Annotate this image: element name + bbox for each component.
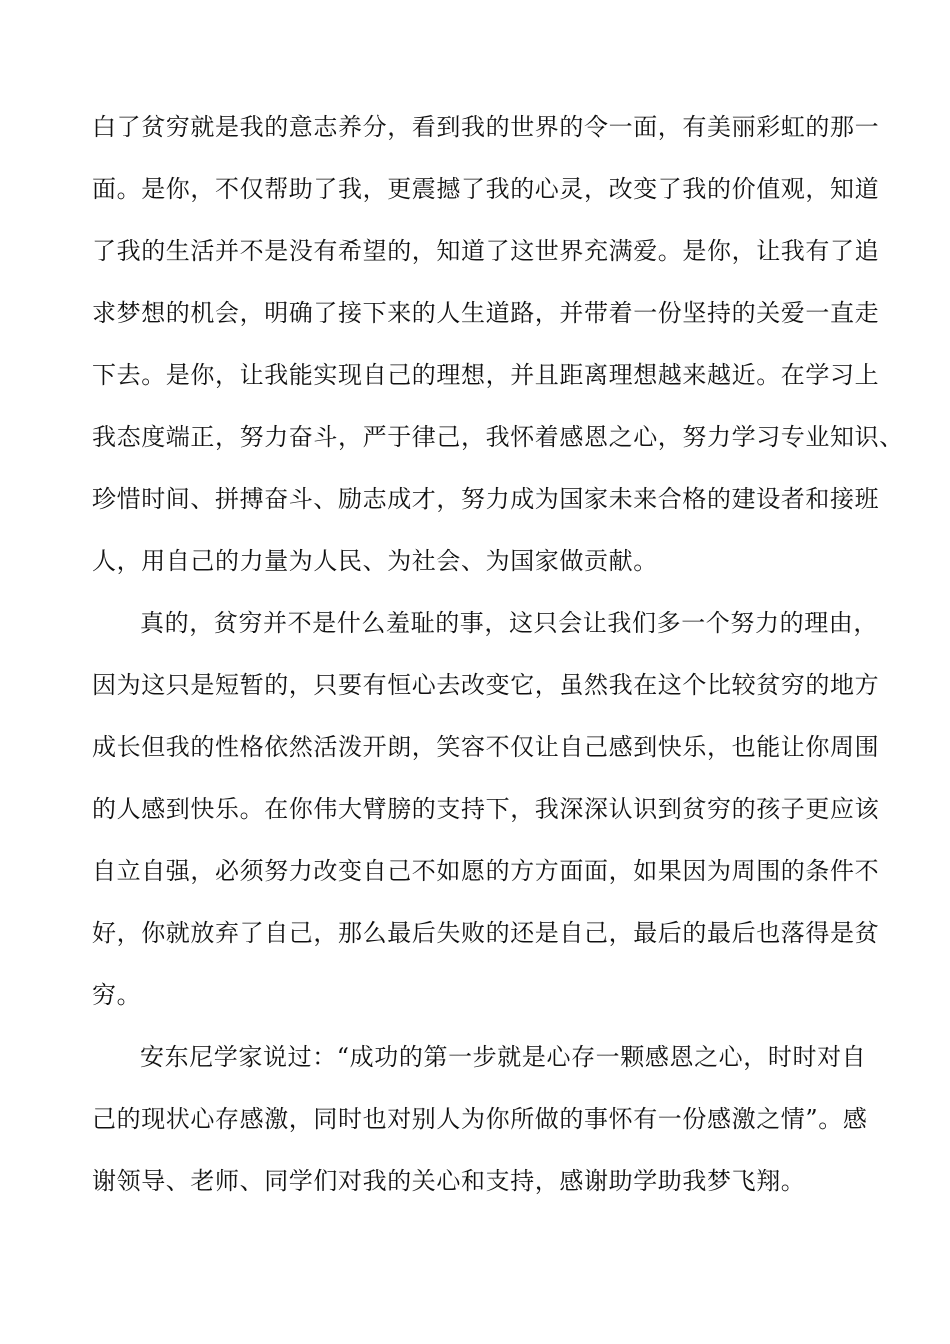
text-line: 谢领导、老师、同学们对我的关心和支持，感谢助学助我梦飞翔。 xyxy=(92,1167,806,1195)
text-line: 了我的生活并不是没有希望的，知道了这世界充满爱。是你，让我有了追 xyxy=(92,237,880,265)
paragraph-first-line: 安东尼学家说过：“成功的第一步就是心存一颗感恩之心，时时对自 xyxy=(140,1043,867,1071)
text-line: 珍惜时间、拼搏奋斗、励志成才，努力成为国家未来合格的建设者和接班 xyxy=(92,485,880,513)
text-line: 面。是你，不仅帮助了我，更震撼了我的心灵，改变了我的价值观，知道 xyxy=(92,175,880,203)
text-line: 白了贫穷就是我的意志养分，看到我的世界的令一面，有美丽彩虹的那一 xyxy=(92,113,880,141)
text-line: 求梦想的机会，明确了接下来的人生道路，并带着一份坚持的关爱一直走 xyxy=(92,299,880,327)
text-line: 好，你就放弃了自己，那么最后失败的还是自己，最后的最后也落得是贫 xyxy=(92,919,880,947)
text-line: 我态度端正，努力奋斗，严于律己，我怀着感恩之心，努力学习专业知识、 xyxy=(92,423,904,451)
text-line: 自立自强，必须努力改变自己不如愿的方方面面，如果因为周围的条件不 xyxy=(92,857,880,885)
text-line: 己的现状心存感激，同时也对别人为你所做的事怀有一份感激之情”。感 xyxy=(92,1105,868,1133)
text-line: 的人感到快乐。在你伟大臂膀的支持下，我深深认识到贫穷的孩子更应该 xyxy=(92,795,880,823)
text-line: 因为这只是短暂的，只要有恒心去改变它，虽然我在这个比较贫穷的地方 xyxy=(92,671,880,699)
text-line: 穷。 xyxy=(92,981,142,1009)
paragraph-first-line: 真的，贫穷并不是什么羞耻的事，这只会让我们多一个努力的理由， xyxy=(140,609,878,637)
text-line: 下去。是你，让我能实现自己的理想，并且距离理想越来越近。在学习上 xyxy=(92,361,880,389)
text-line: 成长但我的性格依然活泼开朗，笑容不仅让自己感到快乐，也能让你周围 xyxy=(92,733,880,761)
text-line: 人，用自己的力量为人民、为社会、为国家做贡献。 xyxy=(92,547,658,575)
